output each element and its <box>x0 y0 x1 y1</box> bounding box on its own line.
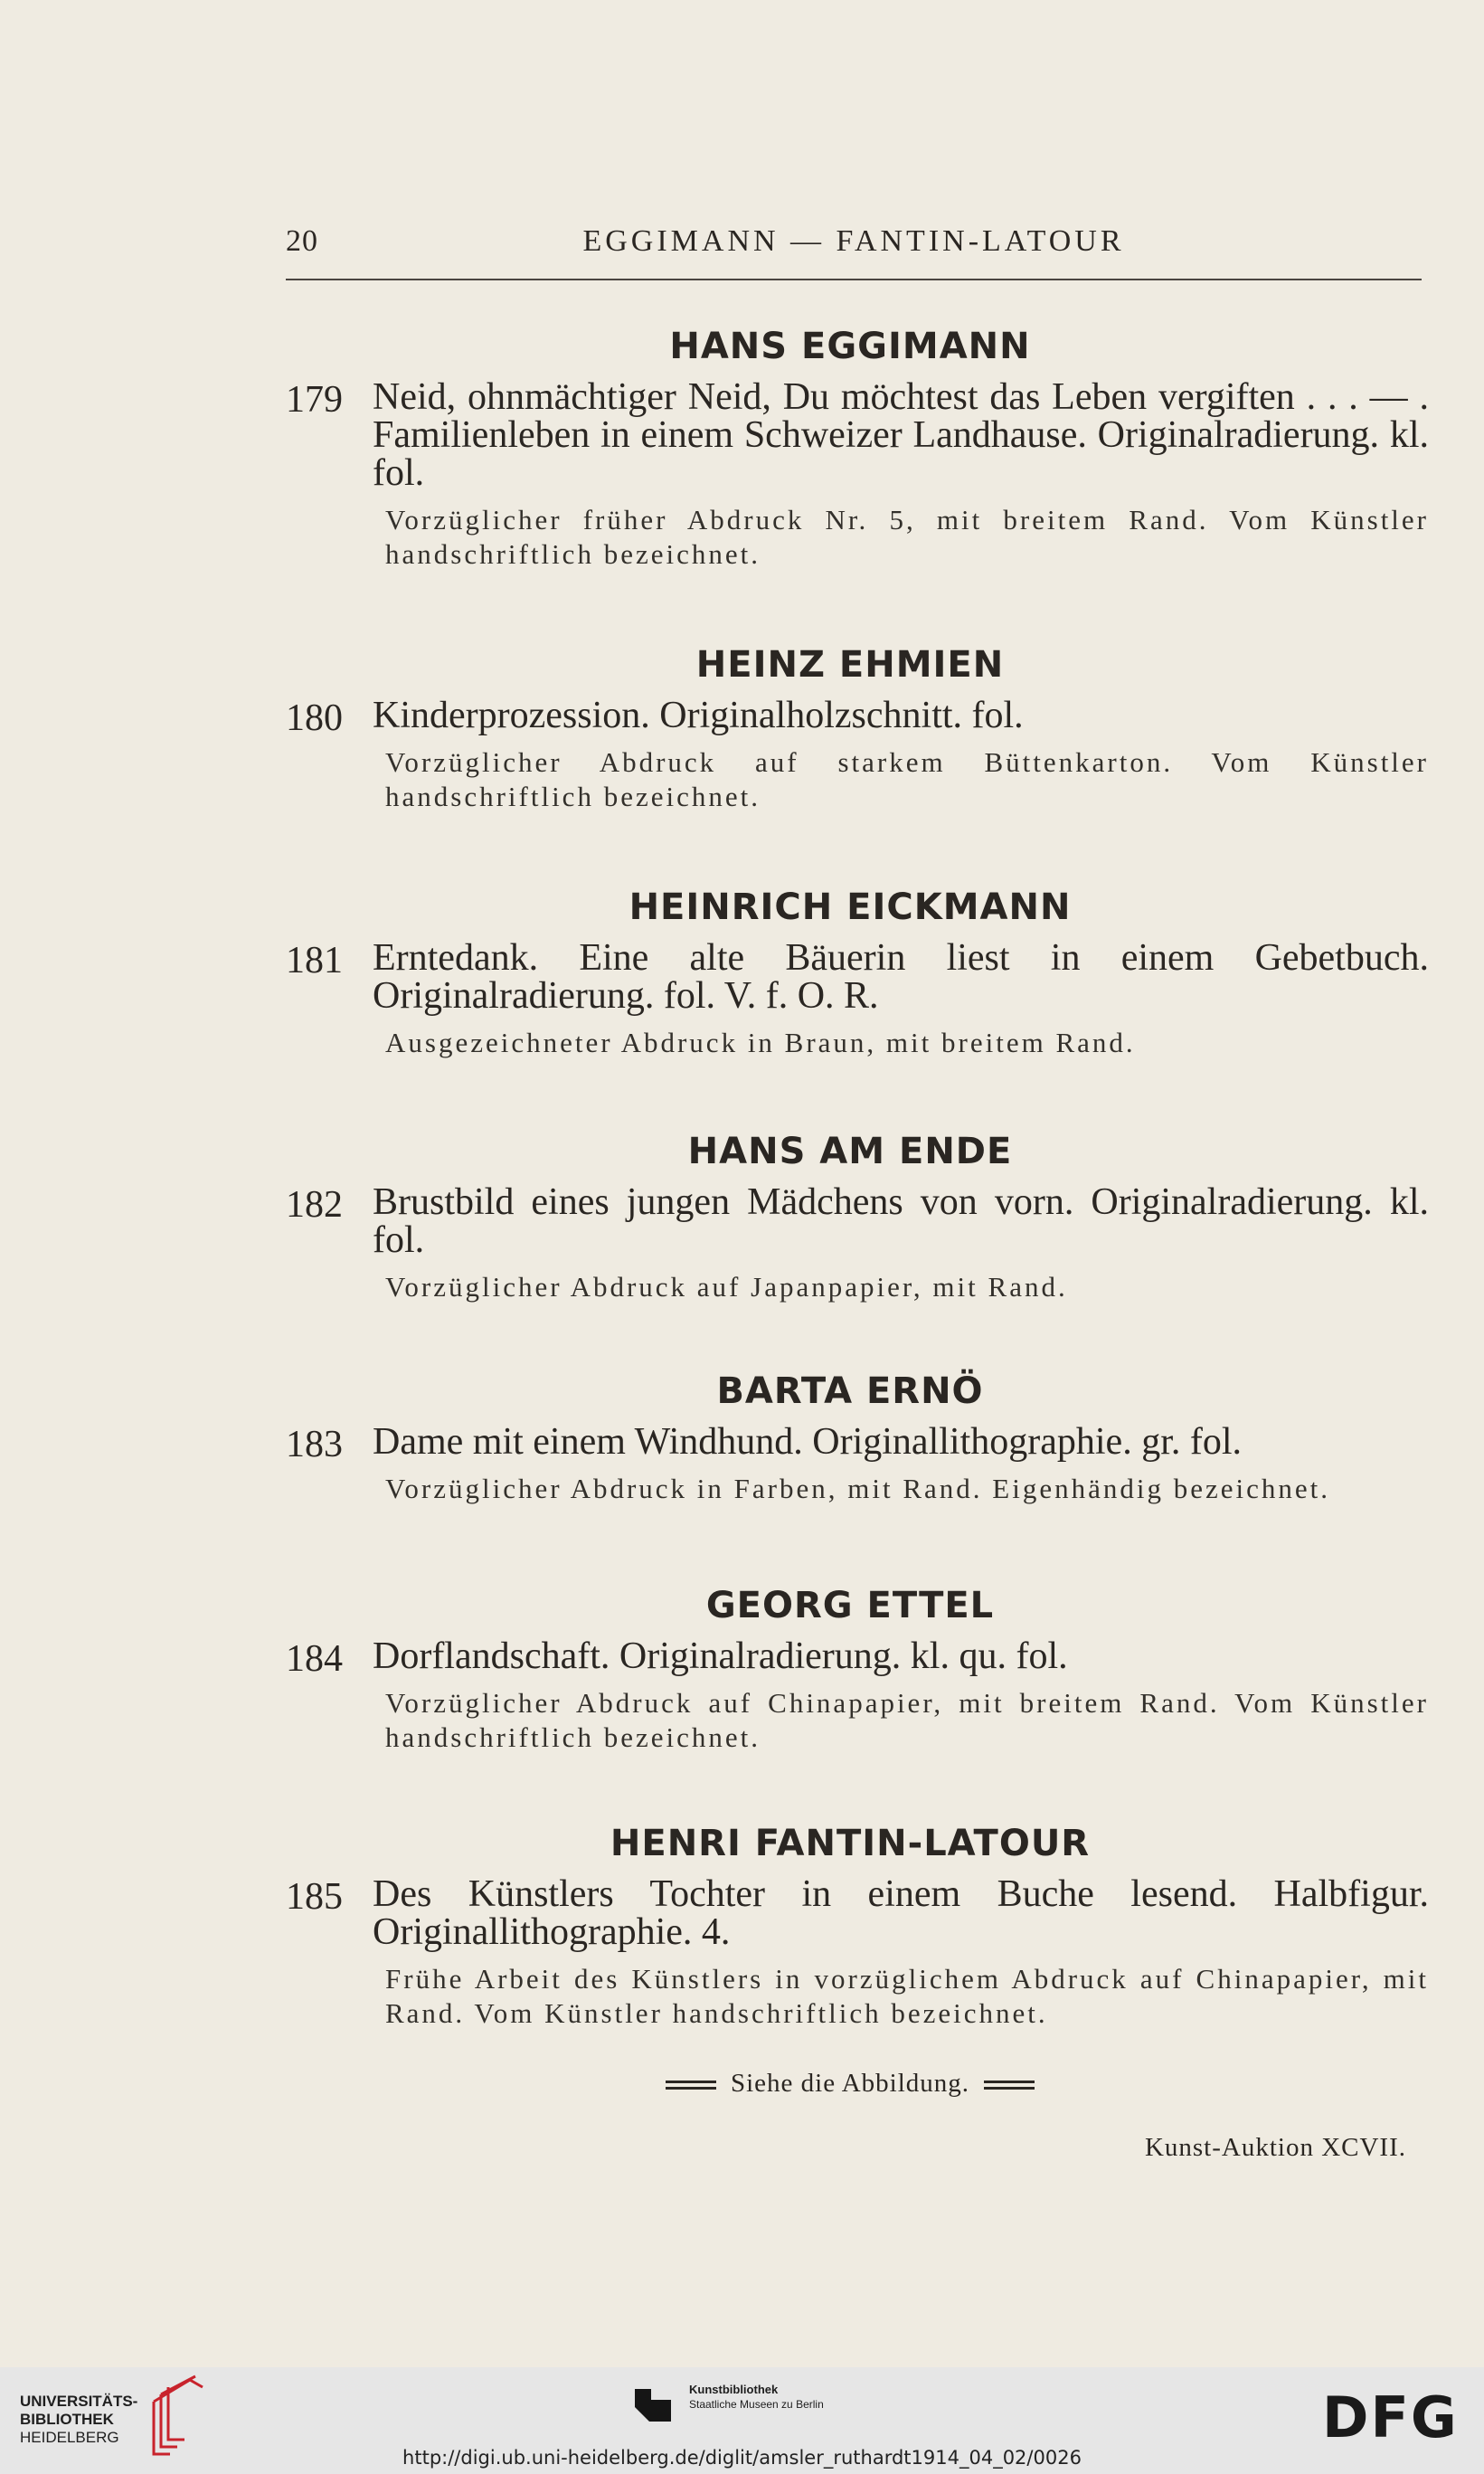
lot-note: Vorzüglicher Abdruck in Farben, mit Rand. Eigenhändig bezeichnet. <box>385 1473 1330 1504</box>
catalog-entry <box>271 644 1429 814</box>
see-illustration-note <box>271 2069 1429 2099</box>
lot-title: Erntedank. Eine alte Bäuerin liest in einem Gebetbuch. Originalradierung. fol. V. f. O. R. <box>373 937 1429 1017</box>
lot-note: Frühe Arbeit des Künstlers in vorzüglichem Abdruck auf Chinapapier, mit Rand. Vom Künstler handschriftlich bezeichnet. <box>385 1963 1429 2029</box>
kunstbibliothek-icon <box>631 2382 678 2425</box>
artist-heading: HENRI FANTIN-LATOUR <box>610 1823 1091 1864</box>
lot-number: 183 <box>286 1424 343 1465</box>
running-head: EGGIMANN — FANTIN-LATOUR <box>582 224 1125 258</box>
catalog-entry <box>271 1823 1429 2031</box>
lot-note: Vorzüglicher Abdruck auf Japanpapier, mit Rand. <box>385 1271 1068 1303</box>
page-header <box>286 224 1422 280</box>
lot-number: 182 <box>286 1184 343 1226</box>
lot-note: Vorzüglicher Abdruck auf starkem Büttenkarton. Vom Künstler handschriftlich bezeichnet. <box>385 746 1429 812</box>
lot-number: 180 <box>286 697 343 739</box>
double-rule-left <box>666 2081 716 2090</box>
page-number: 20 <box>286 224 318 258</box>
document-url[interactable]: http://digi.ub.uni-heidelberg.de/diglit/amsler_ruthardt1914_04_02/0026 <box>402 2447 1082 2469</box>
artist-heading: BARTA ERNÖ <box>716 1370 984 1412</box>
lot-title: Brustbild eines jungen Mädchens von vorn. Originalradierung. kl. fol. <box>373 1181 1429 1261</box>
lot-title: Dame mit einem Windhund. Originallithographie. gr. fol. <box>373 1421 1243 1463</box>
artist-heading: GEORG ETTEL <box>705 1585 995 1626</box>
lot-note: Vorzüglicher Abdruck auf Chinapapier, mit breitem Rand. Vom Künstler handschriftlich bezeichnet. <box>385 1687 1429 1753</box>
ub-logo-line1: UNIVERSITÄTS- <box>20 2393 138 2410</box>
lot-title: Neid, ohnmächtiger Neid, Du möchtest das Leben vergiften . . . — . Familienleben in einem Schweizer Landhause. Originalradierung. kl. fol. <box>373 376 1429 494</box>
catalog-entry <box>271 326 1429 572</box>
catalog-entry <box>271 1370 1429 1506</box>
artist-heading: HEINZ EHMIEN <box>695 644 1005 686</box>
catalog-entry <box>271 1131 1429 1304</box>
lot-number: 181 <box>286 940 343 981</box>
artist-heading: HANS EGGIMANN <box>669 326 1031 367</box>
lot-item <box>271 1637 1429 1755</box>
catalog-signature: Kunst-Auktion XCVII. <box>1144 2133 1406 2162</box>
catalog-entry <box>271 1585 1429 1755</box>
artist-heading: HANS AM ENDE <box>687 1131 1013 1172</box>
lot-item <box>271 1875 1429 2031</box>
kb-name: Kunstbibliothek <box>689 2383 779 2396</box>
lot-item <box>271 1183 1429 1304</box>
lot-title: Kinderprozession. Originalholzschnitt. fol. <box>373 695 1024 736</box>
ub-emblem-icon <box>145 2374 208 2456</box>
lot-item <box>271 1423 1429 1506</box>
artist-heading: HEINRICH EICKMANN <box>629 886 1072 928</box>
lot-item <box>271 697 1429 814</box>
lot-item <box>271 939 1429 1060</box>
kb-sub: Staatliche Museen zu Berlin <box>689 2398 824 2411</box>
lot-note: Ausgezeichneter Abdruck in Braun, mit breitem Rand. <box>385 1027 1136 1058</box>
dfg-logo[interactable]: DFG <box>1322 2384 1459 2450</box>
lot-number: 185 <box>286 1876 343 1918</box>
ub-logo-line3: HEIDELBERG <box>20 2429 119 2446</box>
ub-logo-line2: BIBLIOTHEK <box>20 2411 114 2428</box>
catalog-entry <box>271 886 1429 1060</box>
lot-note: Vorzüglicher früher Abdruck Nr. 5, mit breitem Rand. Vom Künstler handschriftlich bezeichnet. <box>385 504 1429 570</box>
ub-heidelberg-logo[interactable] <box>20 2393 137 2447</box>
double-rule-right <box>984 2081 1035 2090</box>
lot-item <box>271 378 1429 572</box>
lot-number: 184 <box>286 1638 343 1680</box>
lot-title: Des Künstlers Tochter in einem Buche lesend. Halbfigur. Originallithographie. 4. <box>373 1873 1429 1953</box>
lot-number: 179 <box>286 379 343 421</box>
lot-title: Dorflandschaft. Originalradierung. kl. qu. fol. <box>373 1635 1068 1677</box>
see-illustration-text: Siehe die Abbildung. <box>730 2069 970 2098</box>
kunstbibliothek-logo[interactable] <box>689 2383 824 2412</box>
